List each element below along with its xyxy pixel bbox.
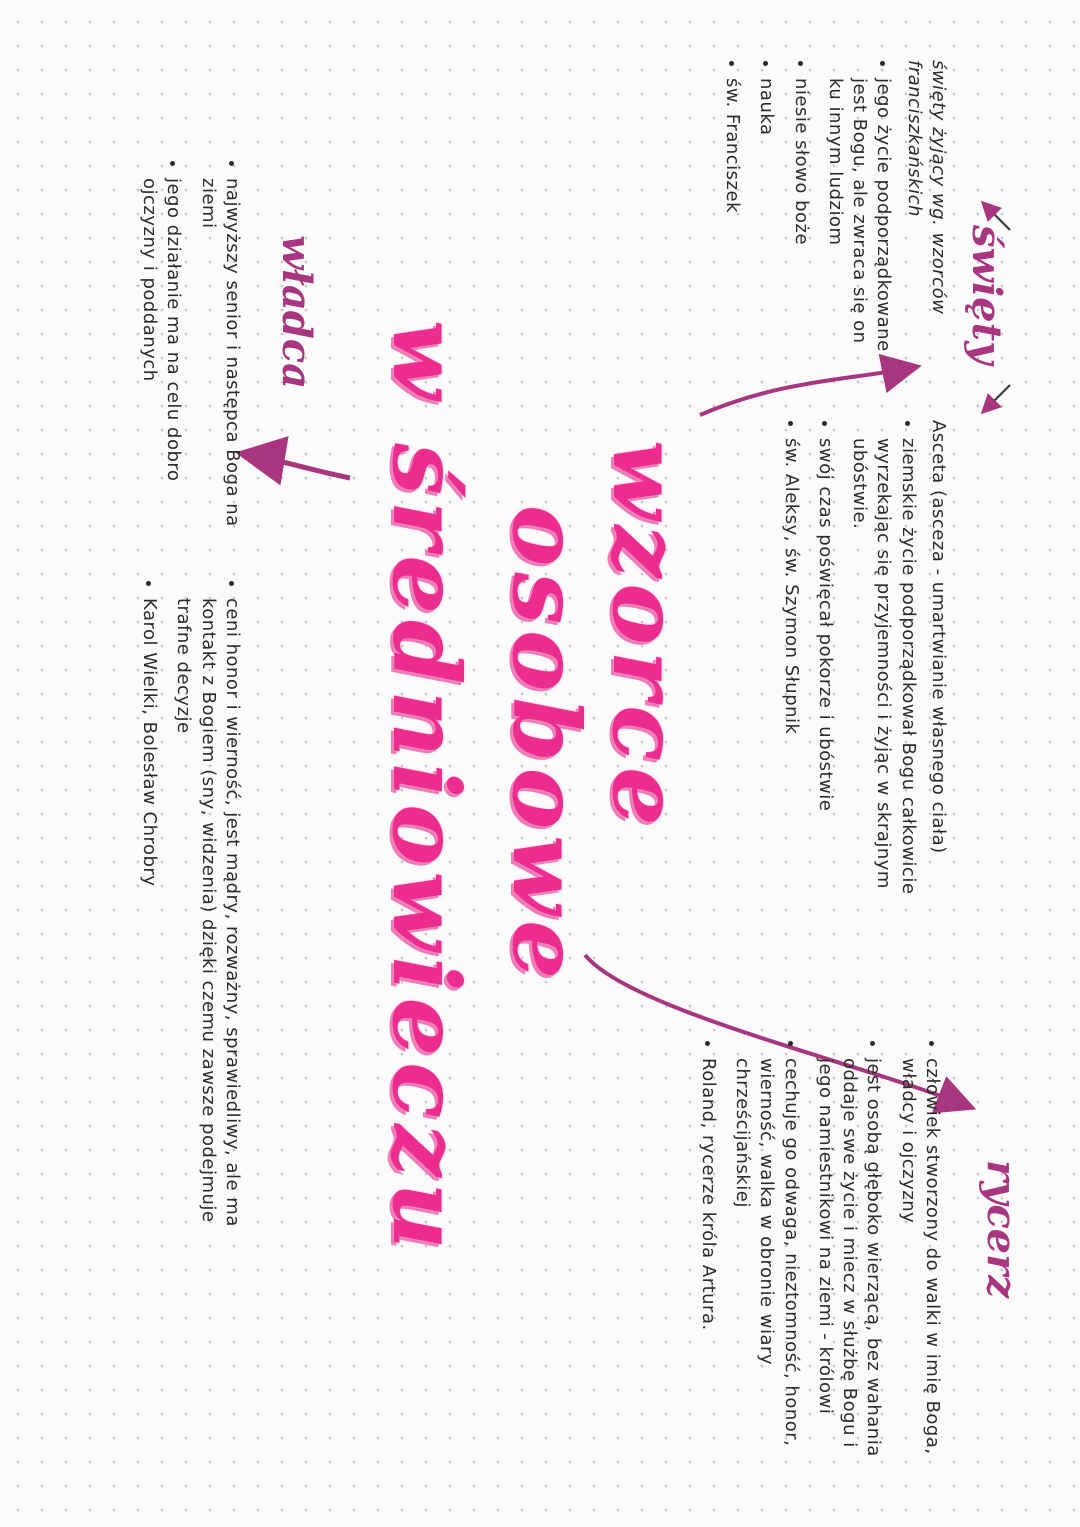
arrow-to-wladca xyxy=(250,455,350,478)
wladca-item: • jego działanie ma na celu dobro ojczyzny i poddanych xyxy=(137,178,186,560)
wladca-heading: władca xyxy=(273,235,320,389)
swiety-intro: święty żyjący wg. wzorców franciszkańskich xyxy=(903,60,949,315)
wladca-right-item: • Karol Wielki, Bolesław Chrobry xyxy=(137,598,161,1280)
title-line-2: osobowe xyxy=(492,505,600,985)
rycerz-item: • człowiek stworzony do walki w imię Boga, władcy i ojczyzny xyxy=(895,1058,944,1490)
asceta-heading: Asceta (asceza - umartwianie własnego ciała) xyxy=(928,420,949,854)
rycerz-item: • cechuje go odwaga, nieztomność, honor, wierność, walka w obronie wiary chrześcijańskiej xyxy=(730,1058,803,1490)
rycerz-item: • Roland, rycerze króla Artura. xyxy=(695,1058,719,1490)
wladca-item: • najwyższy senior i następca Boga na ziemi xyxy=(195,178,244,560)
asceta-item: • św. Aleksy, św. Szymon Słupnik xyxy=(778,438,802,980)
swiety-item: • św. Franciszek xyxy=(720,78,744,360)
arrow-asceta-small xyxy=(985,385,1010,410)
asceta-item: • ziemskie życie podporządkował Bogu całkowicie wyrzekając się przyjemności i żyjąc w skrajnym ubóstwie. xyxy=(847,438,920,980)
swiety-item: • nauka xyxy=(754,78,778,360)
wladca-right-section xyxy=(127,580,250,1280)
swiety-section xyxy=(710,60,950,360)
swiety-item: • niesie słowo boże xyxy=(788,78,812,360)
rycerz-section xyxy=(685,1040,950,1490)
swiety-heading: święty xyxy=(963,225,1010,365)
rycerz-heading: rycerz xyxy=(978,1160,1025,1298)
title-line-1: wzorce xyxy=(592,440,700,832)
wladca-section xyxy=(127,160,250,560)
wladca-right-item: • ceni honor i wierność, jest mądry, rozważny, sprawiedliwy, ale ma kontakt z Bogiem (sny, widzenia) dzięki czemu zawsze podejmuje trafne decyzje xyxy=(171,598,244,1280)
rycerz-item: • jest osobą głęboko wierzącą, bez wahania oddaje swe życie i miecz w służbę Bogu i jego namiestnikowi na ziemi - królowi xyxy=(813,1058,886,1490)
asceta-item: • swój czas poświęcał pokorze i ubóstwie xyxy=(813,438,837,980)
asceta-section xyxy=(768,420,950,980)
swiety-item: • jego życie podporządkowane jest Bogu, ale zwraca się on ku innym ludziom xyxy=(823,78,896,360)
arrow-to-swiety xyxy=(700,368,910,415)
title-line-3: w średniowieczu xyxy=(372,320,480,1256)
